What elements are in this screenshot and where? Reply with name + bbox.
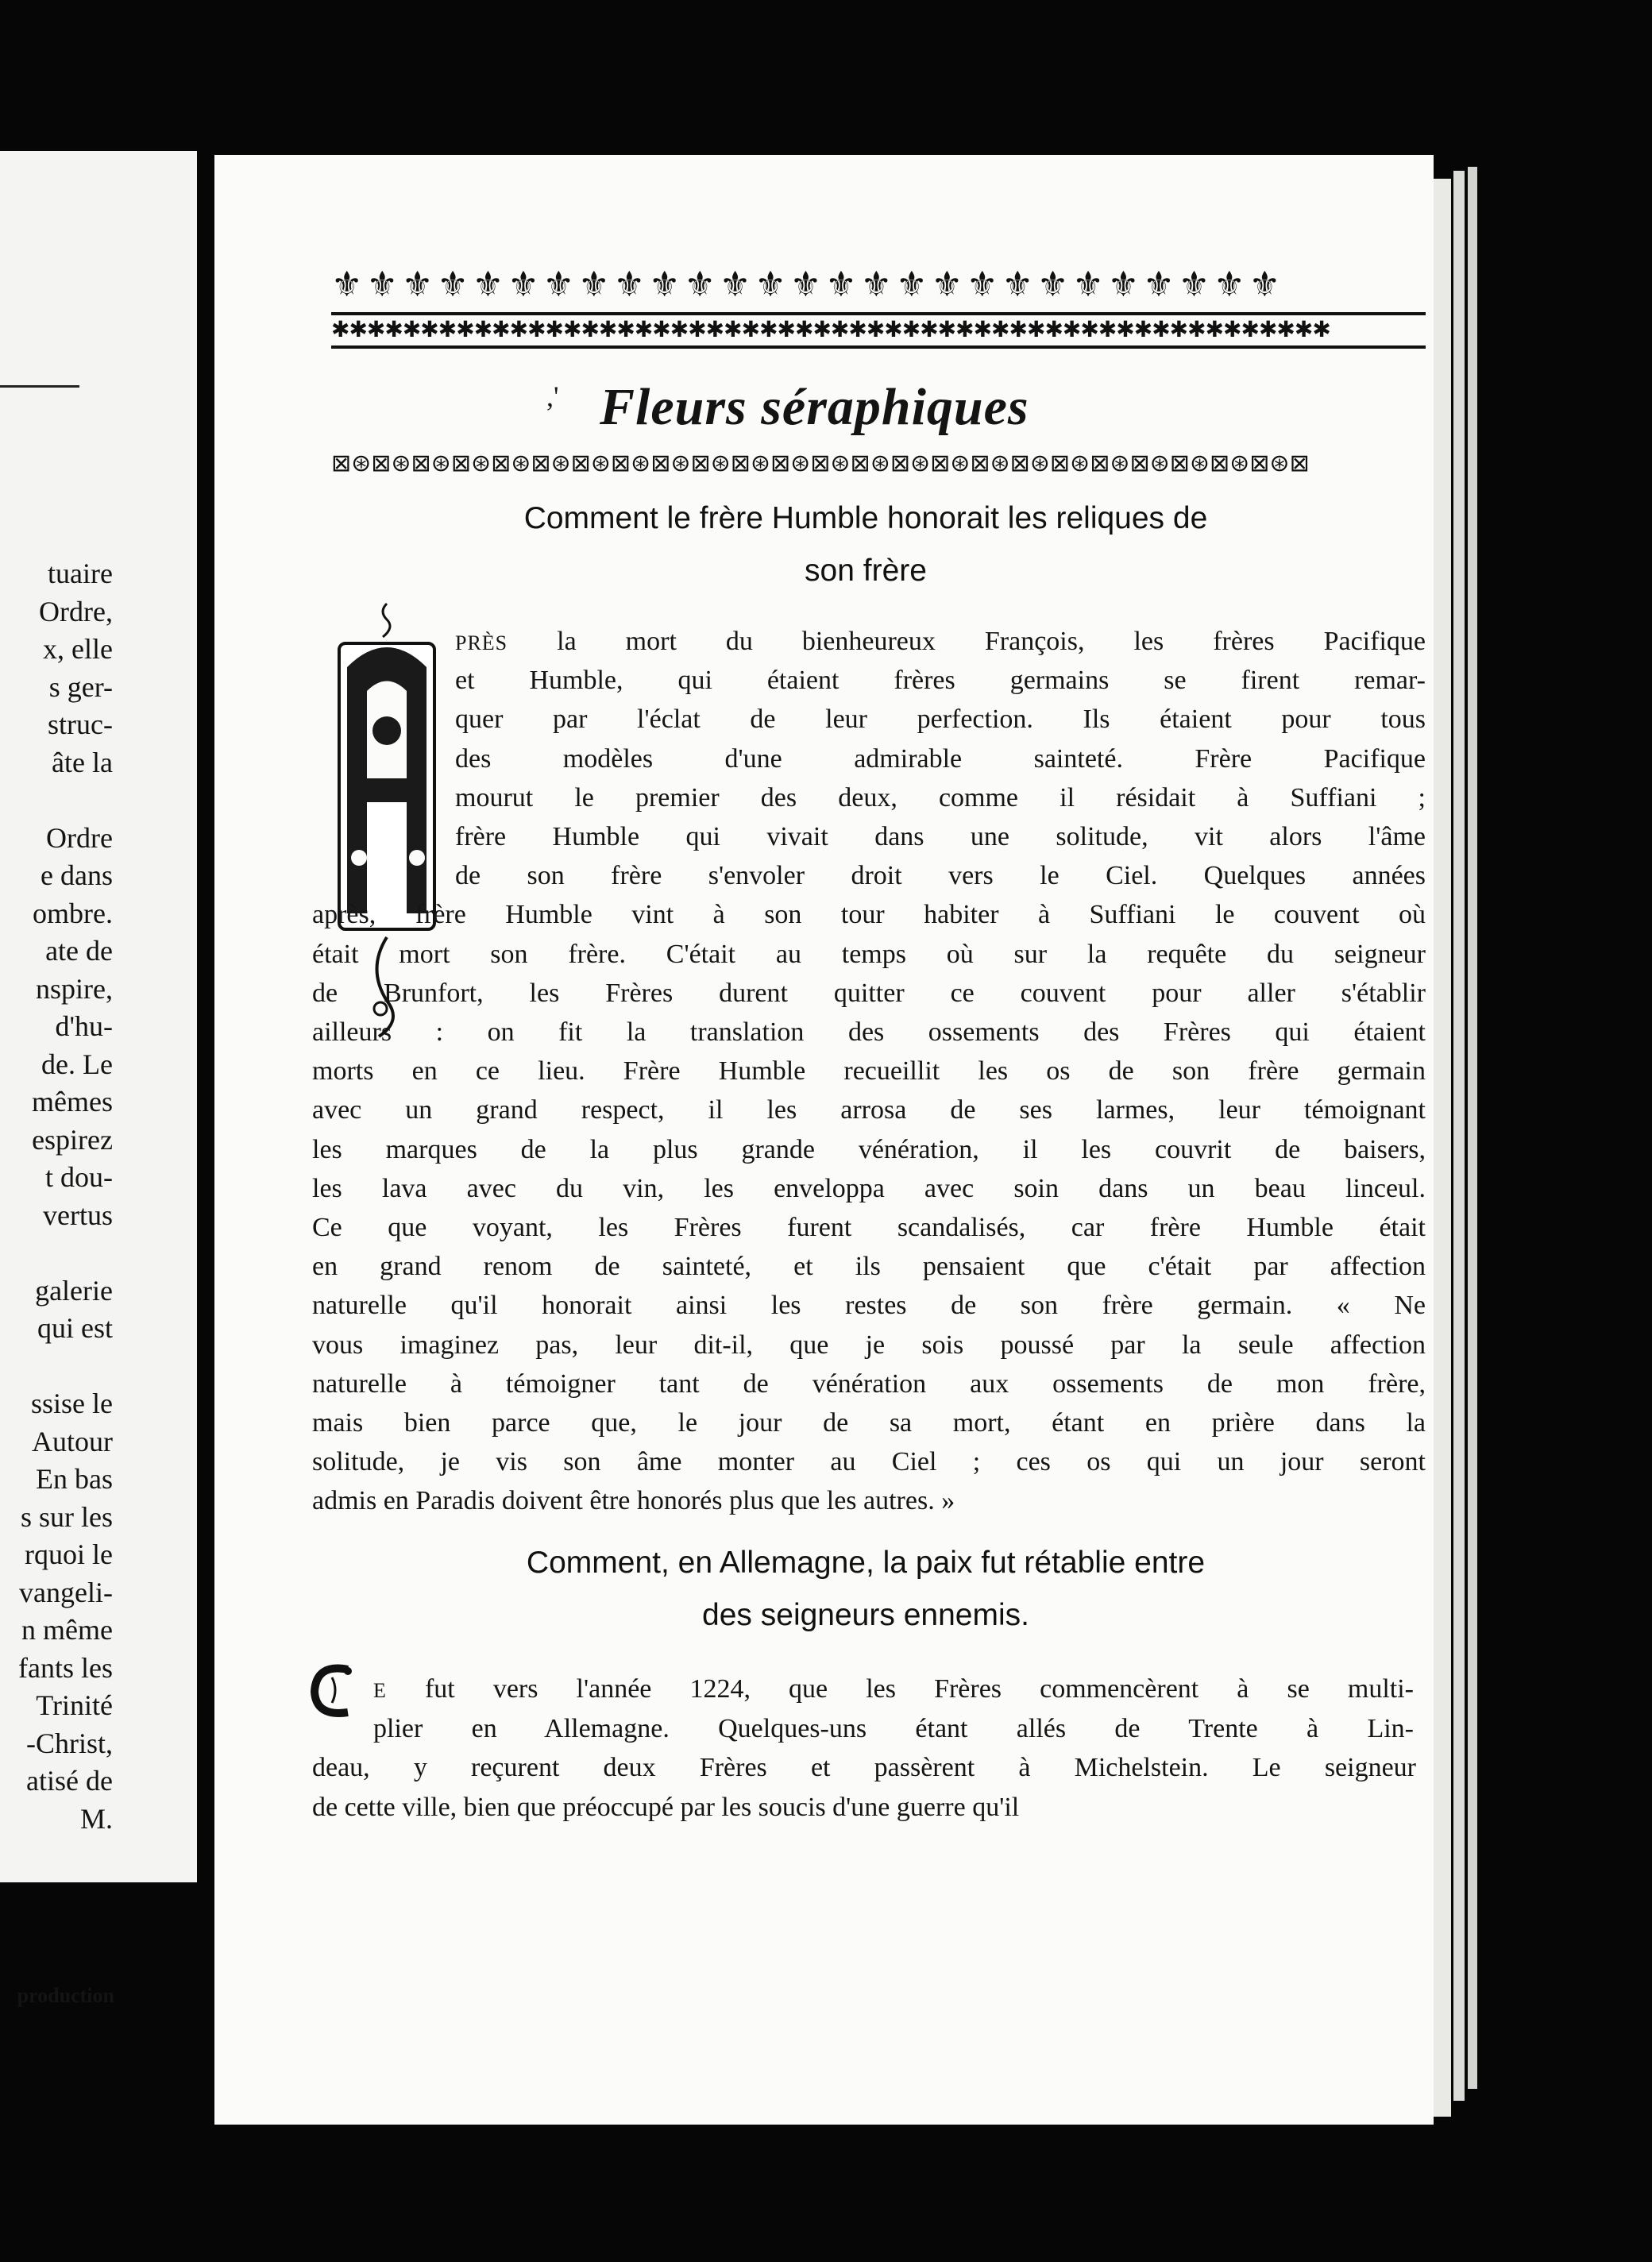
- text-line: des modèles d'une admirable sainteté. Frère Pacifique: [455, 743, 1426, 774]
- fleur-de-lis-ornament-border: ⚜⚜⚜⚜⚜⚜⚜⚜⚜⚜⚜⚜⚜⚜⚜⚜⚜⚜⚜⚜⚜⚜⚜⚜⚜⚜⚜: [331, 264, 1285, 305]
- left-page-line: fants les: [18, 1651, 113, 1684]
- title-mark: ,': [546, 380, 559, 412]
- left-page-line: s sur les: [21, 1500, 113, 1533]
- page-edge: [1453, 171, 1465, 2101]
- left-page-rule: [0, 385, 79, 388]
- left-page-line: espirez: [32, 1123, 113, 1156]
- left-page-line: tuaire: [48, 558, 113, 589]
- text-line: mais bien parce que, le jour de sa mort, étant en prière dans la: [312, 1408, 1426, 1438]
- left-page-line: atisé de: [26, 1765, 113, 1797]
- left-facing-page: [0, 151, 197, 2007]
- left-page-line: de. Le: [41, 1048, 113, 1080]
- text-line: les marques de la plus grande vénération, il les couvrit de baisers,: [312, 1134, 1426, 1164]
- illuminated-initial-c: [308, 1662, 357, 1719]
- section-title: [302, 492, 1430, 597]
- page-title: Fleurs séraphiques: [600, 378, 1029, 436]
- text-line: de cette ville, bien que préoccupé par les soucis d'une guerre qu'il: [312, 1792, 1020, 1822]
- text-line: frère Humble qui vivait dans une solitude, vit alors l'âme: [455, 822, 1426, 851]
- text-line: PRÈS la mort du bienheureux François, les frères Pacifique: [455, 627, 1426, 656]
- left-page-line: Ordre: [46, 821, 113, 854]
- text-line: naturelle à témoigner tant de vénération aux ossements de mon frère,: [312, 1368, 1426, 1399]
- left-page-line: -Christ,: [25, 1727, 113, 1759]
- left-page-line: vertus: [43, 1199, 113, 1231]
- left-page-line: ate de: [45, 935, 113, 967]
- main-page: [214, 155, 1434, 2125]
- text-line: mourut le premier des deux, comme il résidait à Suffiani ;: [455, 782, 1426, 813]
- section-title-line: son frère: [805, 554, 927, 588]
- text-line: en grand renom de sainteté, et ils pensaient que c'était par affection: [312, 1252, 1426, 1282]
- text-line: plier en Allemagne. Quelques-uns étant allés de Trente à Lin-: [373, 1713, 1414, 1743]
- text-line: vous imaginez pas, leur dit-il, que je sois poussé par la seule affection: [312, 1330, 1426, 1360]
- text-line: était mort son frère. C'était au temps où sur la requête du seigneur: [312, 939, 1426, 969]
- text-line: de son frère s'envoler droit vers le Ciel. Quelques années: [455, 861, 1426, 891]
- text-line: de Brunfort, les Frères durent quitter ce couvent pour aller s'établir: [312, 978, 1426, 1008]
- left-page-caption: production: [17, 1984, 114, 2007]
- left-page-line: n même: [21, 1614, 113, 1646]
- text-line: avec un grand respect, il les arrosa de ses larmes, leur témoignant: [312, 1095, 1426, 1125]
- section-title-line: Comment le frère Humble honorait les reliques de: [523, 501, 1208, 535]
- ornament-rule: [331, 312, 1426, 315]
- text-line: les lava avec du vin, les enveloppa avec soin dans un beau linceul.: [312, 1173, 1426, 1203]
- text-line: et Humble, qui étaient frères germains se firent remar-: [455, 666, 1426, 696]
- section-title-line: des seigneurs ennemis.: [702, 1598, 1029, 1632]
- left-page-line: e dans: [41, 859, 113, 891]
- left-page-line: ombre.: [33, 897, 113, 929]
- text-line: ailleurs : on fit la translation des ossements des Frères qui étaient: [312, 1017, 1426, 1047]
- text-line: morts en ce lieu. Frère Humble recueillit les os de son frère germain: [312, 1056, 1426, 1087]
- left-page-line: Ordre,: [39, 595, 113, 627]
- text-line: après, frère Humble vint à son tour habiter à Suffiani le couvent où: [312, 900, 1426, 930]
- checker-ornament-border: ⊠⊛⊠⊛⊠⊛⊠⊛⊠⊛⊠⊛⊠⊛⊠⊛⊠⊛⊠⊛⊠⊛⊠⊛⊠⊛⊠⊛⊠⊛⊠⊛⊠⊛⊠⊛⊠⊛⊠⊛⊠⊛⊠⊛⊠⊛⊠⊛⊠: [331, 450, 1310, 477]
- star-ornament-border: ✱✱✱✱✱✱✱✱✱✱✱✱✱✱✱✱✱✱✱✱✱✱✱✱✱✱✱✱✱✱✱✱✱✱✱✱✱✱✱✱✱✱✱✱✱✱✱✱✱✱✱✱✱✱✱✱: [331, 316, 1330, 342]
- left-page-line: d'hu-: [55, 1010, 113, 1042]
- left-page-line: rquoi le: [25, 1538, 113, 1570]
- page-edge: [1468, 167, 1477, 2089]
- left-page-line: struc-: [48, 708, 113, 740]
- page-edge: [1434, 179, 1451, 2117]
- text-line: Ce que voyant, les Frères furent scandalisés, car frère Humble était: [312, 1213, 1426, 1242]
- section-title-line: Comment, en Allemagne, la paix fut rétablie entre: [526, 1546, 1206, 1580]
- text-line: deau, y reçurent deux Frères et passèrent à Michelstein. Le seigneur: [312, 1753, 1416, 1782]
- left-page-line: En bas: [36, 1463, 113, 1495]
- text-line: admis en Paradis doivent être honorés plus que les autres. »: [312, 1486, 955, 1516]
- text-line: quer par l'éclat de leur perfection. Ils étaient pour tous: [455, 704, 1426, 735]
- text-line: solitude, je vis son âme monter au Ciel ; ces os qui un jour seront: [312, 1447, 1426, 1477]
- text-line: E fut vers l'année 1224, que les Frères commencèrent à se multi-: [373, 1674, 1414, 1704]
- left-page-line: x, elle: [43, 633, 113, 665]
- left-page-line: mêmes: [32, 1086, 113, 1117]
- left-page-line: Autour: [32, 1425, 113, 1457]
- left-page-line: ssise le: [31, 1388, 113, 1419]
- left-page-line: t dou-: [45, 1161, 113, 1193]
- left-page-line: s ger-: [48, 670, 113, 703]
- ornament-rule: [331, 345, 1426, 349]
- left-page-line: vangeli-: [19, 1576, 113, 1608]
- left-page-line: âte la: [52, 746, 113, 778]
- text-line: naturelle qu'il honorait ainsi les restes de son frère germain. « Ne: [312, 1291, 1426, 1321]
- left-page-line: galerie: [35, 1274, 113, 1307]
- left-page-line: Trinité: [36, 1689, 113, 1721]
- left-page-line: qui est: [37, 1312, 113, 1344]
- left-page-line: M.: [79, 1802, 113, 1835]
- section-title: [302, 1537, 1430, 1642]
- left-page-line: nspire,: [36, 972, 113, 1005]
